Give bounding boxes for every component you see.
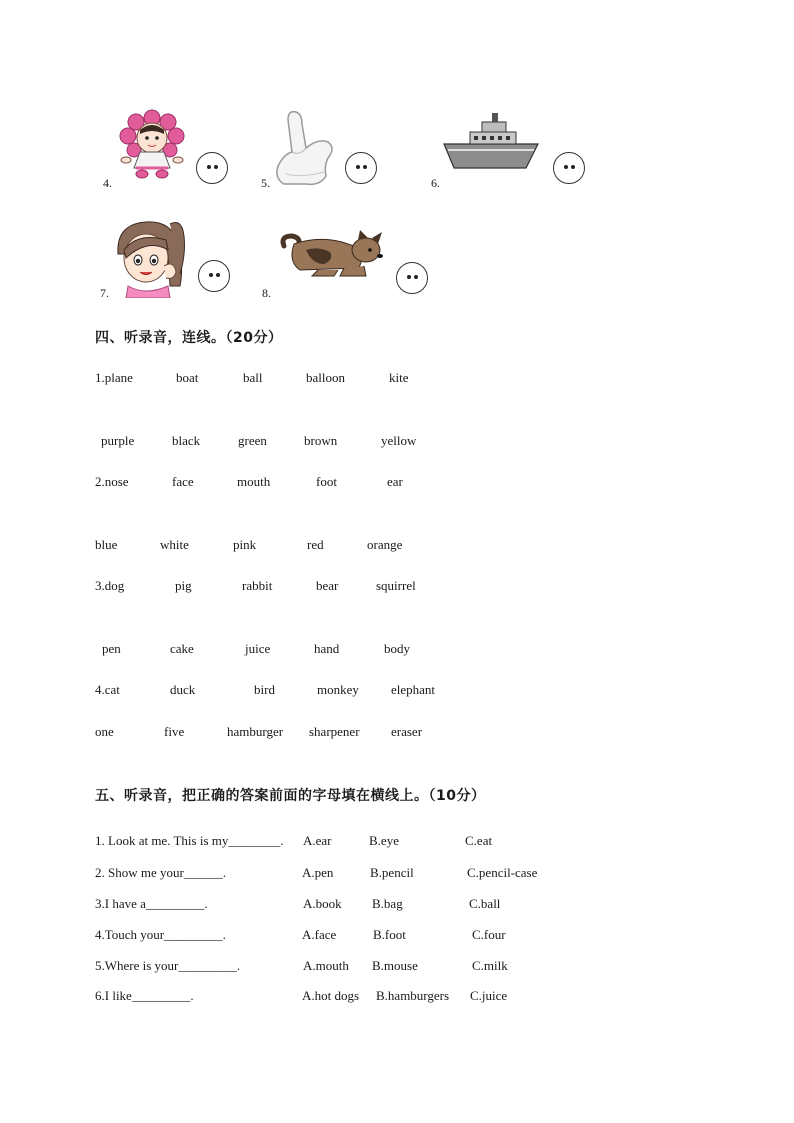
item-number-7: 7. (100, 286, 109, 300)
rabbit-ears-hand-icon (266, 108, 342, 188)
question-text: 1. Look at me. This is my________. (95, 833, 284, 848)
word: purple (101, 433, 135, 448)
question-text: 3.I have a_________. (95, 896, 208, 911)
word: white (160, 537, 189, 552)
question-text: 6.I like_________. (95, 988, 194, 1003)
word: 3.dog (95, 578, 125, 593)
word: elephant (391, 682, 436, 697)
word: bear (316, 578, 339, 593)
word: 4.cat (95, 682, 120, 697)
ship-icon (440, 110, 542, 176)
word: black (172, 433, 201, 448)
word: ear (387, 474, 403, 489)
question-text: 2. Show me your______. (95, 865, 227, 880)
option-c: C.four (472, 927, 506, 942)
option-b: B.pencil (370, 865, 414, 880)
word: brown (304, 433, 338, 448)
word: blue (95, 537, 118, 552)
word: one (95, 724, 114, 739)
word: 2.nose (95, 474, 129, 489)
word: squirrel (376, 578, 416, 593)
smiley-face-circle-6 (553, 152, 585, 184)
item-number-8: 8. (262, 286, 271, 300)
word: ball (243, 370, 263, 385)
option-b: B.mouse (372, 958, 418, 973)
word: monkey (317, 682, 359, 697)
option-a: A.hot dogs (302, 988, 360, 1003)
word: balloon (306, 370, 345, 385)
word: boat (176, 370, 199, 385)
smiley-face-circle-4 (196, 152, 228, 184)
option-b: B.bag (372, 896, 403, 911)
dog-icon (278, 228, 390, 278)
option-a: A.mouth (303, 958, 349, 973)
word: orange (367, 537, 403, 552)
word: green (238, 433, 267, 448)
word: hamburger (227, 724, 284, 739)
word: duck (170, 682, 196, 697)
item-number-5: 5. (261, 176, 270, 190)
option-a: A.face (302, 927, 337, 942)
option-b: B.hamburgers (376, 988, 450, 1003)
option-a: A.book (303, 896, 342, 911)
word: yellow (381, 433, 417, 448)
word: red (307, 537, 324, 552)
word: eraser (391, 724, 423, 739)
item-number-6: 6. (431, 176, 440, 190)
word: pen (102, 641, 121, 656)
option-c: C.milk (472, 958, 508, 973)
word: pig (175, 578, 192, 593)
word: rabbit (242, 578, 273, 593)
option-a: A.ear (303, 833, 332, 848)
word: kite (389, 370, 409, 385)
section4-heading: 四、听录音，连线。（20分） (95, 330, 283, 346)
word: five (164, 724, 185, 739)
word: pink (233, 537, 257, 552)
word: 1.plane (95, 370, 133, 385)
question-text: 4.Touch your_________. (95, 927, 226, 942)
option-b: B.foot (373, 927, 406, 942)
smiley-face-circle-8 (396, 262, 428, 294)
option-b: B.eye (369, 833, 399, 848)
smiley-face-circle-7 (198, 260, 230, 292)
word: mouth (237, 474, 271, 489)
option-a: A.pen (302, 865, 334, 880)
doll-icon (112, 108, 192, 184)
option-c: C.pencil-case (467, 865, 538, 880)
word: face (172, 474, 194, 489)
item-number-4: 4. (103, 176, 112, 190)
word: cake (170, 641, 194, 656)
girl-icon (108, 214, 188, 298)
option-c: C.eat (465, 833, 493, 848)
word: hand (314, 641, 340, 656)
word: body (384, 641, 410, 656)
word: sharpener (309, 724, 360, 739)
question-text: 5.Where is your_________. (95, 958, 241, 973)
word: bird (254, 682, 275, 697)
word: foot (316, 474, 337, 489)
option-c: C.juice (470, 988, 508, 1003)
word: juice (245, 641, 271, 656)
smiley-face-circle-5 (345, 152, 377, 184)
option-c: C.ball (469, 896, 501, 911)
section5-heading: 五、听录音，把正确的答案前面的字母填在横线上。（10分） (95, 788, 486, 804)
